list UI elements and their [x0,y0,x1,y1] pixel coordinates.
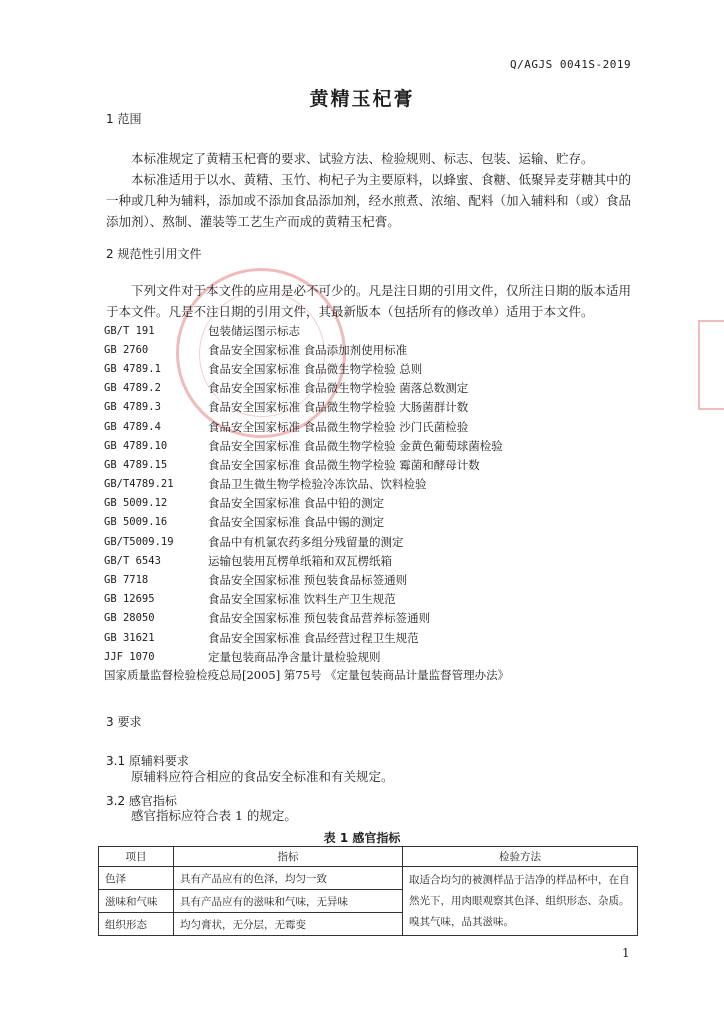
section-3-1-text: 原辅料应符合相应的食品安全标准和有关规定。 [131,769,394,784]
reference-name: 食品卫生微生物学检验冷冻饮品、饮料检验 [208,477,427,492]
reference-name: 食品安全国家标准 饮料生产卫生规范 [208,592,396,607]
section-1-paragraph-2: 本标准适用于以水、黄精、玉竹、枸杞子为主要原料，以蜂蜜、食糖、低聚异麦芽糖其中的一种或几种为辅料，添加或不添加食品添加剂，经水煎煮、浓缩、配料（加入辅料和（或）食品添加剂）、熬制、灌装等工艺生产而成的黄精玉杞膏。 [106,172,632,229]
reference-name: 包装储运图示标志 [208,323,300,338]
reference-row [104,417,664,436]
reference-code: GB 4789.2 [104,382,161,395]
reference-row [104,475,664,494]
table-cell-indicator: 均匀膏状，无分层，无霉变 [174,913,403,936]
reference-name: 食品安全国家标准 食品中锡的测定 [208,515,385,530]
reference-row [104,436,664,455]
reference-row [104,570,664,589]
reference-list [104,321,664,666]
reference-code: GB 4789.3 [104,401,161,414]
section-2-intro [106,280,636,322]
sensory-table [98,846,638,936]
reference-name: 食品安全国家标准 预包装食品标签通则 [208,573,408,588]
table-header-row [99,847,638,867]
section-1-body [106,148,636,232]
section-3-heading: 3 要求 [106,715,142,729]
table-header-item: 项目 [99,847,174,867]
reference-row [104,340,664,359]
section-3-1-heading: 3.1 原辅料要求 [106,754,189,768]
reference-name: 食品安全国家标准 食品中铅的测定 [208,496,385,511]
reference-row [104,398,664,417]
section-2-heading: 2 规范性引用文件 [106,247,202,261]
reference-code: GB/T 6543 [104,554,161,567]
table-cell-item: 色泽 [99,867,174,890]
edge-seal-stamp [698,320,724,410]
reference-code: GB 4789.15 [104,458,168,471]
reference-row [104,321,664,340]
reference-code: GB 28050 [104,612,155,625]
section-1-heading: 1 范围 [106,112,142,126]
table-header-indicator: 指标 [174,847,403,867]
reference-row [104,590,664,609]
reference-name: 食品安全国家标准 食品经营过程卫生规范 [208,630,419,645]
reference-name: 运输包装用瓦楞单纸箱和双瓦楞纸箱 [208,553,392,568]
section-3-2-heading: 3.2 感官指标 [106,794,177,808]
reference-code: GB 4789.4 [104,420,161,433]
reference-code: GB/T4789.21 [104,478,174,491]
table-header-method: 检验方法 [403,847,638,867]
reference-name: 食品安全国家标准 预包装食品营养标签通则 [208,611,431,626]
section-2-intro-text: 下列文件对于本文件的应用是必不可少的。凡是注日期的引用文件，仅所注日期的版本适用于本文件。凡是不注日期的引用文件，其最新版本（包括所有的修改单）适用于本文件。 [106,283,632,319]
regulation-notice: 国家质量监督检验检疫总局[2005] 第75号 《定量包装商品计量监督管理办法》 [104,668,510,682]
table-row [99,867,638,890]
section-3-2-text: 感官指标应符合表 1 的规定。 [131,808,297,823]
standard-number: Q/AGJS 0041S-2019 [510,58,632,71]
table-cell-item: 滋味和气味 [99,890,174,913]
table-cell-indicator: 具有产品应有的滋味和气味，无异味 [174,890,403,913]
reference-name: 食品安全国家标准 食品微生物学检验 总则 [208,361,423,376]
reference-row [104,455,664,474]
reference-code: GB 4789.1 [104,362,161,375]
reference-row [104,551,664,570]
reference-name: 食品安全国家标准 食品微生物学检验 沙门氏菌检验 [208,419,469,434]
document-title: 黄精玉杞膏 [309,88,415,110]
reference-name: 食品安全国家标准 食品微生物学检验 大肠菌群计数 [208,400,469,415]
reference-name: 食品安全国家标准 食品添加剂使用标准 [208,342,408,357]
reference-name: 食品安全国家标准 食品微生物学检验 菌落总数测定 [208,381,469,396]
reference-code: JJF 1070 [104,650,155,663]
reference-code: GB 12695 [104,593,155,606]
reference-code: GB 7718 [104,574,149,587]
reference-row [104,359,664,378]
table-cell-method: 取适合均匀的被测样品于洁净的样品杯中，在自然光下，用肉眼观察其色泽、组织形态、杂质。嗅其气味，品其滋味。 [403,867,638,936]
reference-row [104,609,664,628]
reference-row [104,494,664,513]
reference-code: GB/T 191 [104,324,155,337]
table-1-caption: 表 1 感官指标 [323,831,401,845]
reference-row [104,628,664,647]
reference-row [104,379,664,398]
reference-row [104,647,664,666]
reference-row [104,532,664,551]
table-cell-indicator: 具有产品应有的色泽，均匀一致 [174,867,403,890]
reference-code: GB 31621 [104,631,155,644]
reference-name: 食品安全国家标准 食品微生物学检验 霉菌和酵母计数 [208,457,480,472]
reference-code: GB 5009.16 [104,516,168,529]
reference-code: GB 2760 [104,343,149,356]
reference-code: GB 4789.10 [104,439,168,452]
reference-name: 食品安全国家标准 食品微生物学检验 金黄色葡萄球菌检验 [208,438,503,453]
page-number: 1 [622,946,630,960]
reference-name: 定量包装商品净含量计量检验规则 [208,649,381,664]
reference-code: GB 5009.12 [104,497,168,510]
section-1-paragraph-1: 本标准规定了黄精玉杞膏的要求、试验方法、检验规则、标志、包装、运输、贮存。 [131,151,594,166]
table-cell-item: 组织形态 [99,913,174,936]
reference-name: 食品中有机氯农药多组分残留量的测定 [208,534,404,549]
reference-row [104,513,664,532]
reference-code: GB/T5009.19 [104,535,174,548]
